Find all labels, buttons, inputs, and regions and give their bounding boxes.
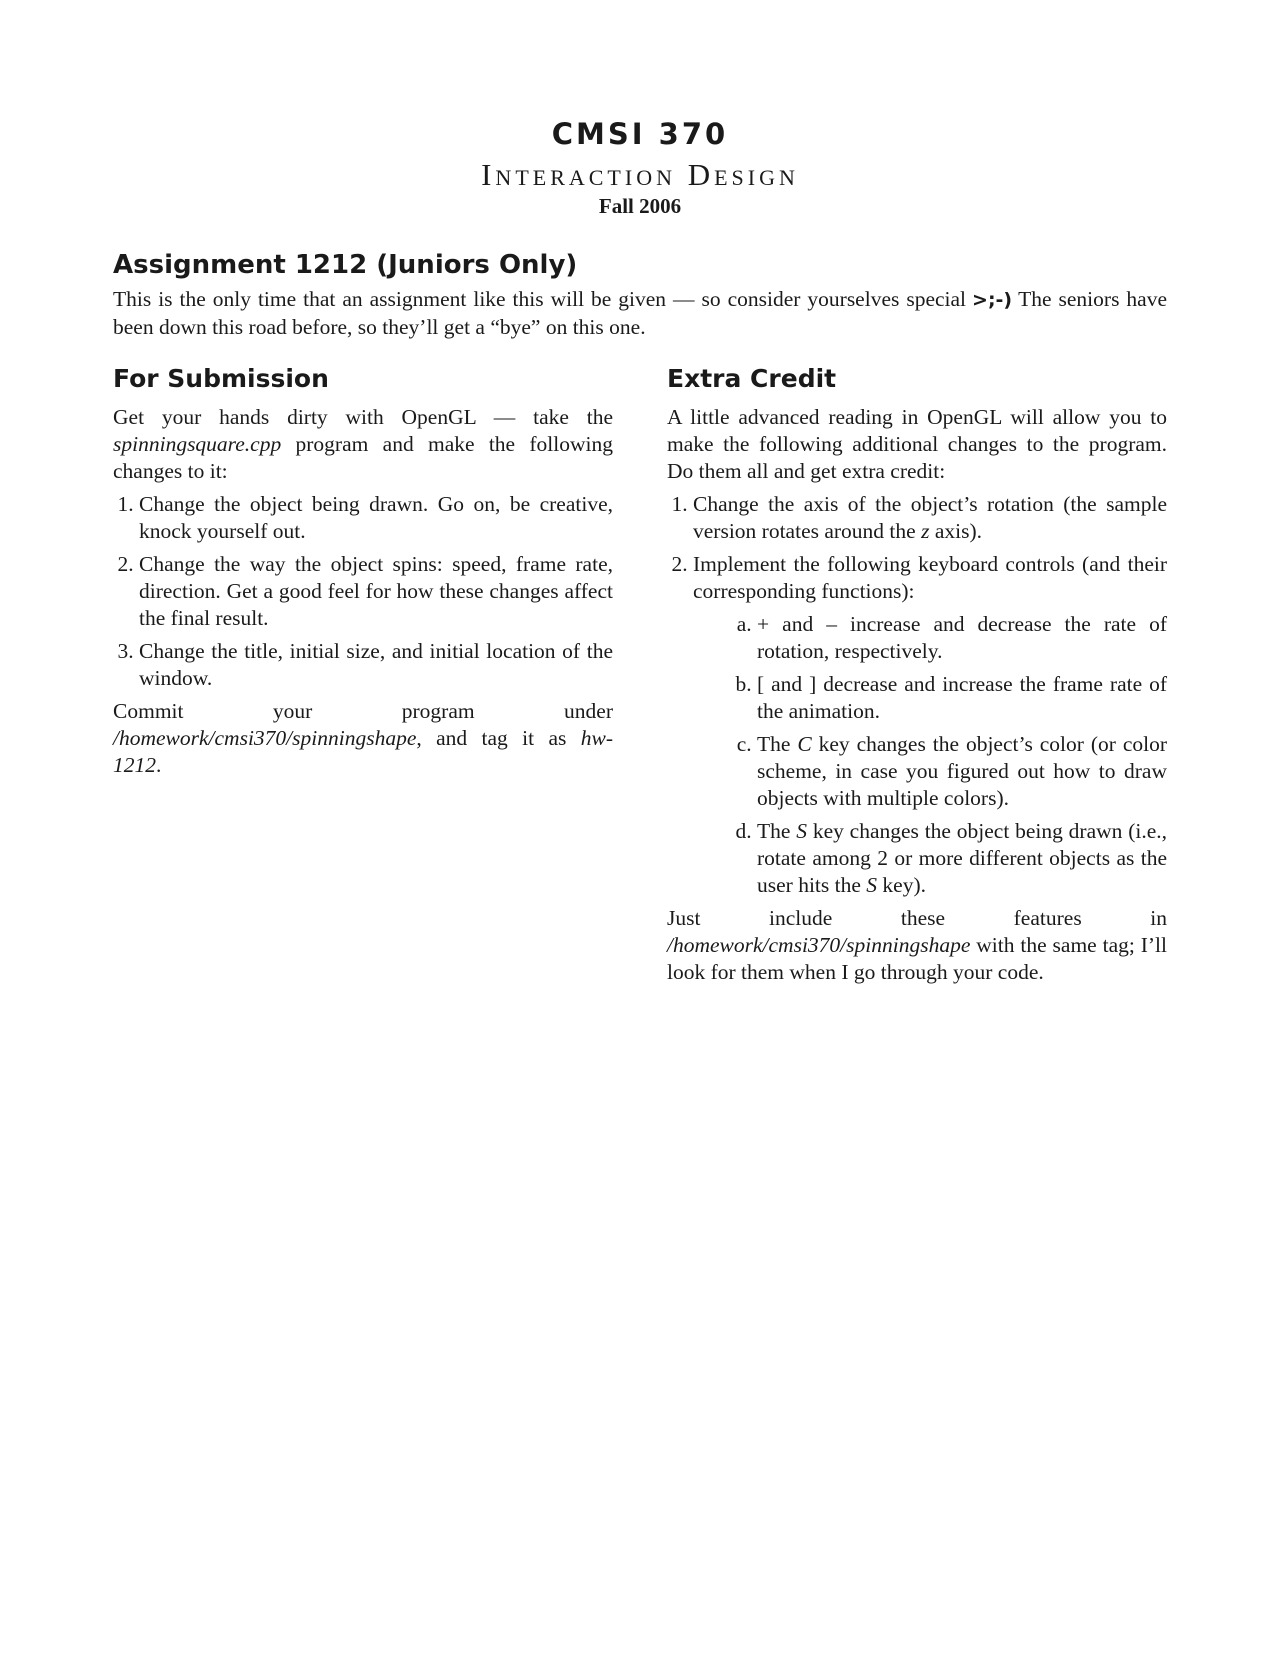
extra-credit-list: [667, 491, 1167, 899]
term: Fall 2006: [598, 194, 682, 218]
course-code: CMSI 370: [551, 117, 729, 151]
course-name: Interaction Design: [481, 157, 799, 192]
submission-list: [113, 491, 613, 692]
axis-name: z: [921, 519, 930, 544]
list-item: [693, 491, 1167, 545]
commit-text-mid: , and tag it as: [416, 726, 567, 751]
sub-item-text-end: key changes the object’s color (or color scheme, in case you figured out how to draw objects with multiple colors).: [757, 732, 1167, 811]
sub-list-item: a. + and – increase and decrease the rate of rotation, respectively.: [757, 611, 1167, 665]
commit-text: Commit your program under: [113, 699, 613, 724]
document-page: [113, 110, 1167, 986]
sub-list-item: b. [ and ] decrease and increase the frame rate of the animation.: [757, 671, 1167, 725]
extra-credit-intro: A little advanced reading in OpenGL will allow you to make the following additional changes to the program. Do them all and get extra credit:: [667, 405, 1167, 484]
closing-text-end: with the same tag; I’ll look for them when I go through your code.: [667, 933, 1167, 985]
sub-list-item: [757, 818, 1167, 899]
closing-path: /homework/cmsi370/spinningshape: [667, 933, 971, 958]
intro-text-before: This is the only time that an assignment like this will be given — so consider yourselves special: [113, 286, 967, 311]
extra-credit-column: [667, 365, 1167, 987]
assignment-title: Assignment 1212 (Juniors Only): [113, 250, 578, 280]
sub-item-text-end: key).: [882, 873, 926, 898]
submission-heading: For Submission: [113, 363, 329, 393]
item-text-end: axis).: [934, 519, 982, 544]
key-name: C: [797, 732, 812, 757]
list-item: 2. Change the way the object spins: speed, frame rate, direction. Get a good feel for how these changes affect the final result.: [139, 551, 613, 632]
submission-column: [113, 365, 613, 987]
commit-text-end: .: [156, 753, 162, 778]
extra-credit-closing: [667, 905, 1167, 986]
file-name: spinningsquare.cpp: [113, 432, 282, 457]
submission-intro: [113, 404, 613, 485]
commit-tag: hw-1212: [113, 726, 614, 778]
commit-path: /homework/cmsi370/spinningshape: [113, 726, 417, 751]
keyboard-controls-list: [693, 611, 1167, 899]
emoticon: >;-): [972, 288, 1013, 311]
sub-item-text: The: [757, 819, 791, 844]
intro-text-after: The seniors have been down this road before, so they’ll get a “bye” on this one.: [113, 286, 1167, 339]
sub-item-text: The: [757, 732, 791, 757]
sub-item-text-mid: key changes the object being drawn (i.e., rotate among 2 or more different objects as the user hits the: [757, 819, 1168, 898]
masthead: [113, 117, 1167, 218]
closing-text: Just include these features in: [667, 906, 1167, 931]
assignment-intro: [113, 286, 1167, 341]
list-item: 3. Change the title, initial size, and initial location of the window.: [139, 638, 613, 692]
item-text: Change the axis of the object’s rotation (the sample version rotates around the: [693, 492, 1167, 544]
extra-credit-heading: Extra Credit: [667, 363, 837, 393]
submission-intro-text: Get your hands dirty with OpenGL — take the: [113, 405, 613, 430]
list-item: 1. Change the object being drawn. Go on, be creative, knock yourself out.: [139, 491, 613, 545]
two-column-body: [113, 365, 1167, 987]
key-name: S: [796, 819, 807, 844]
submission-intro-text-end: program and make the following changes to it:: [113, 432, 614, 484]
list-item: [693, 551, 1167, 899]
item-text: Implement the following keyboard controls (and their corresponding functions):: [693, 552, 1167, 604]
commit-instructions: [113, 698, 613, 779]
sub-list-item: [757, 731, 1167, 812]
key-name: S: [866, 873, 878, 898]
